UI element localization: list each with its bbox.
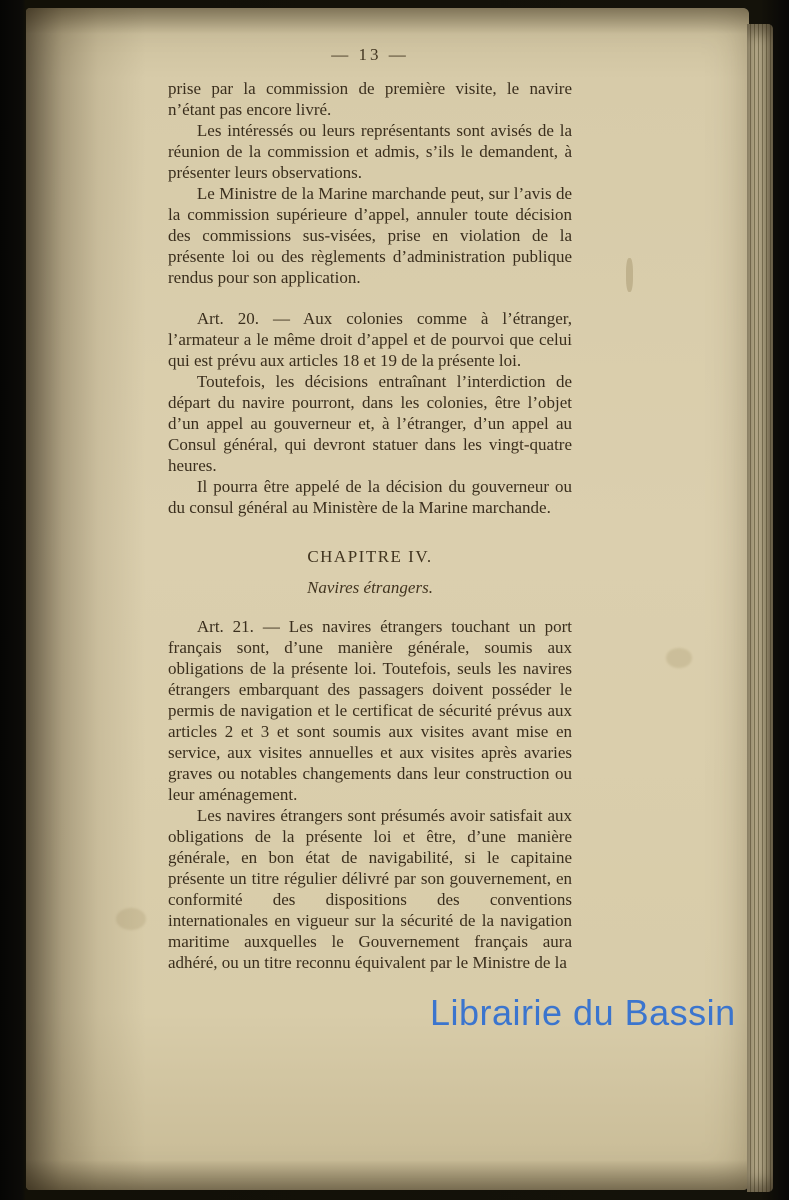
paragraph: prise par la commission de première visite, le navire n’étant pas encore livré. — [168, 79, 572, 119]
paragraph: Les intéressés ou leurs représentants sont avisés de la réunion de la commission et admis, s’ils le demandent, à présenter leurs observations. — [168, 121, 572, 182]
paragraph: Toutefois, les décisions entraînant l’interdiction de départ du navire pourront, dans les colonies, être l’objet d’un appel au gouverneur et, à l’étranger, d’un appel au Consul général, qui devront statuer dans les vingt-quatre heures. — [168, 372, 572, 475]
watermark: Librairie du Bassin — [430, 992, 736, 1033]
foxing-spot — [626, 258, 633, 292]
page-content — [168, 44, 572, 973]
chapter-heading: CHAPITRE IV. — [307, 547, 433, 566]
paragraph-article-20: Art. 20. — Aux colonies comme à l’étranger, l’armateur a le même droit d’appel et de pourvoi que celui qui est prévu aux articles 18 et 19 de la présente loi. — [168, 309, 572, 370]
chapter-subtitle: Navires étrangers. — [307, 578, 433, 597]
gutter-shadow — [26, 8, 146, 1190]
paragraph: Les navires étrangers sont présumés avoir satisfait aux obligations de la présente loi et être, d’une manière générale, en bon état de navigabilité, si le capitaine présente un titre régulier délivré par son gouvernement, en conformité des dispositions des conventions internationales en vigueur sur la sécurité de la navigation maritime auxquelles le Gouvernement français aura adhéré, ou un titre reconnu équivalent par le Ministre de la — [168, 806, 572, 972]
page-top-shadow — [26, 8, 749, 34]
paragraph: Il pourra être appelé de la décision du gouverneur ou du consul général au Ministère de la Marine marchande. — [168, 477, 572, 517]
paragraph: Le Ministre de la Marine marchande peut, sur l’avis de la commission supérieure d’appel, annuler toute décision des commissions sus-visées, prise en violation de la présente loi ou des règlements d’administration publique rendus pour son application. — [168, 184, 572, 287]
page-bottom-shadow — [26, 1160, 749, 1190]
paragraph-article-21: Art. 21. — Les navires étrangers touchant un port français sont, d’une manière générale, soumis aux obligations de la présente loi. Toutefois, seuls les navires étrangers embarquant des passagers doivent posséder le permis de navigation et le certificat de sécurité prévus aux articles 2 et 3 et sont soumis aux visites avant mise en service, aux visites annuelles et aux visites après avaries graves ou notables changements dans leur construction ou leur aménagement. — [168, 617, 572, 804]
foxing-spot — [666, 648, 692, 668]
page-stack-edges — [747, 24, 773, 1192]
page-number: — 13 — — [331, 45, 409, 64]
